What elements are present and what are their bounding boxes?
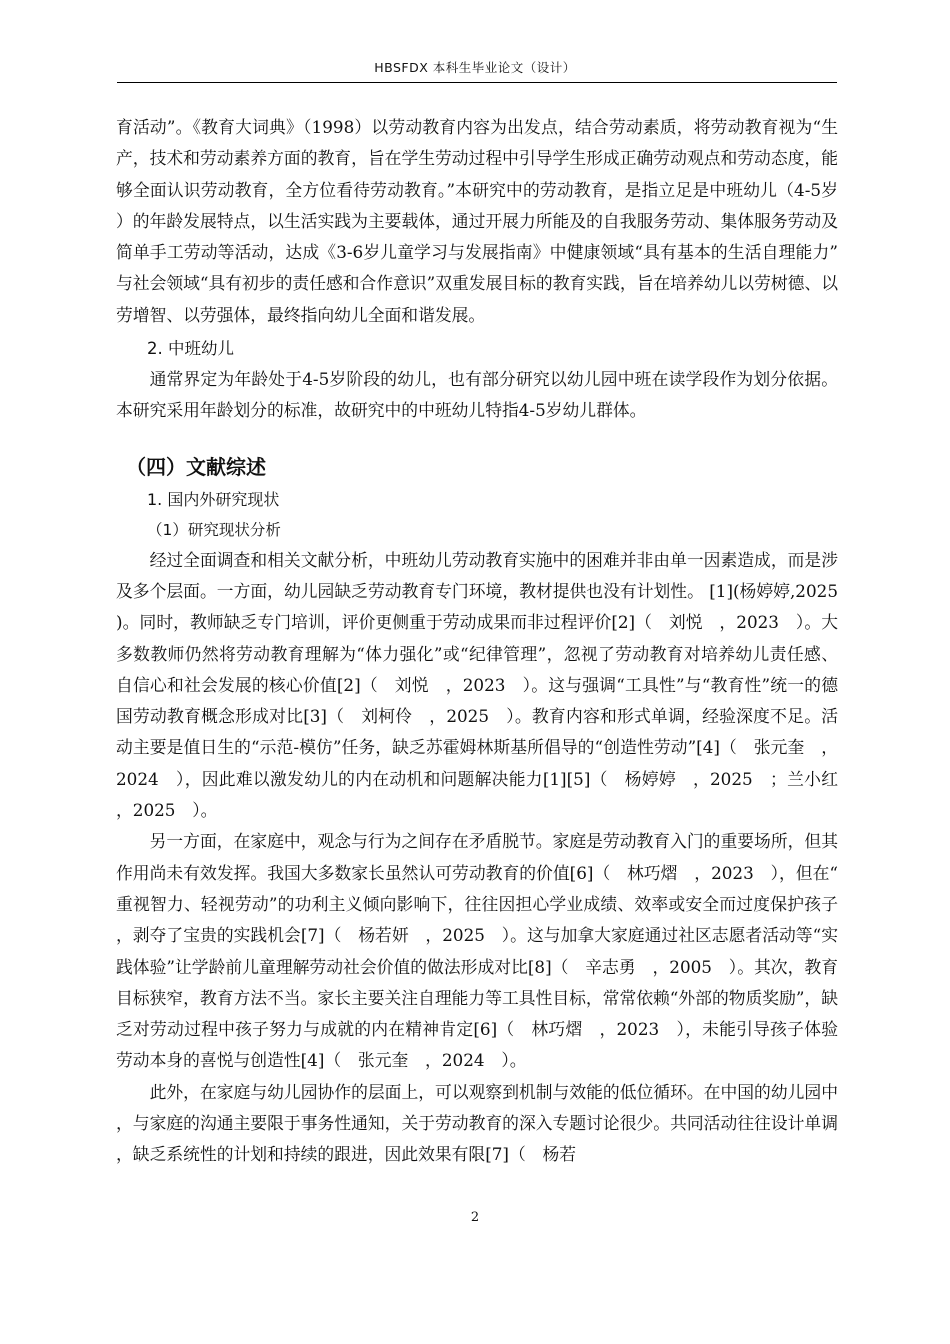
page-number: 2 bbox=[470, 1210, 480, 1225]
paragraph-home-school-collaboration: 此外，在家庭与幼儿园协作的层面上，可以观察到机制与效能的低位循环。在中国的幼儿园中，与家庭的沟通主要限于事务性通知，关于劳动教育的深入专题讨论很少。共同活动往往设计单调，缺乏系统性的计划和持续的跟进，因此效果有限[7]（ 杨若 bbox=[116, 1081, 838, 1165]
header-rule bbox=[117, 82, 837, 83]
subheading-zhongban: 2. 中班幼儿 bbox=[147, 339, 234, 359]
paragraph-zhongban-definition: 通常界定为年龄处于4-5岁阶段的幼儿，也有部分研究以幼儿园中班在读学段作为划分依据。本研究采用年龄划分的标准，故研究中的中班幼儿特指4-5岁幼儿群体。 bbox=[116, 369, 838, 421]
paragraph-definition-continued: 育活动”。《教育大词典》（1998）以劳动教育内容为出发点，结合劳动素质，将劳动教育视为“生产，技术和劳动素养方面的教育，旨在学生劳动过程中引导学生形成正确劳动观点和劳动态度，能够全面认识劳动教育，全方位看待劳动教育。”本研究中的劳动教育，是指立足是中班幼儿（4-5岁）的年龄发展特点，以生活实践为主要载体，通过开展力所能及的自我服务劳动、集体服务劳动及简单手工劳动等活动，达成《3-6岁儿童学习与发展指南》中健康领域“具有基本的生活自理能力”与社会领域“具有初步的责任感和合作意识”双重发展目标的教育实践，旨在培养幼儿以劳树德、以劳增智、以劳强体，最终指向幼儿全面和谐发展。 bbox=[116, 117, 838, 325]
subheading-research-status: 1. 国内外研究现状 bbox=[147, 489, 280, 509]
section-heading-literature-review: （四）文献综述 bbox=[126, 454, 266, 479]
paragraph-family-issues: 另一方面，在家庭中，观念与行为之间存在矛盾脱节。家庭是劳动教育入门的重要场所，但其作用尚未有效发挥。我国大多数家长虽然认可劳动教育的价值[6]（ 林巧熠 ，2023 ），但在“重视智力、轻视劳动”的功利主义倾向影响下，往往因担心学业成绩、效率或安全而过度保护孩子，剥夺了宝贵的实践机会[7]（ 杨若妍 ，2025 ）。这与加拿大家庭通过社区志愿者活动等“实践体验”让学龄前儿童理解劳动社会价值的做法形成对比[8]（ 辛志勇 ，2005 ）。其次，教育目标狭窄，教育方法不当。家长主要关注自理能力等工具性目标，常常依赖“外部的物质奖励”，缺乏对劳动过程中孩子努力与成就的内在精神肯定[6]（ 林巧熠 ，2023 ），未能引导孩子体验劳动本身的喜悦与创造性[4]（ 张元奎 ，2024 ）。 bbox=[116, 831, 838, 1071]
paragraph-kindergarten-issues: 经过全面调查和相关文献分析，中班幼儿劳动教育实施中的困难并非由单一因素造成，而是涉及多个层面。一方面，幼儿园缺乏劳动教育专门环境，教材提供也没有计划性。 [1](杨婷婷,2025 )。同时，教师缺乏专门培训，评价更侧重于劳动成果而非过程评价[2]（ 刘悦 ，2023 ）。大多数教师仍然将劳动教育理解为“体力强化”或“纪律管理”，忽视了劳动教育对培养幼儿责任感、自信心和社会发展的核心价值[2]（ 刘悦 ，2023 ）。这与强调“工具性”与“教育性”统一的德国劳动教育概念形成对比[3]（ 刘柯伶 ，2025 ）。教育内容和形式单调，经验深度不足。活动主要是值日生的“示范-模仿”任务，缺乏苏霍姆林斯基所倡导的“创造性劳动”[4]（ 张元奎 ，2024 ），因此难以激发幼儿的内在动机和问题解决能力[1][5]（ 杨婷婷 ，2025 ；兰小红 ，2025 ）。 bbox=[116, 549, 855, 821]
page-body bbox=[116, 112, 855, 1171]
subheading-status-analysis: （1）研究现状分析 bbox=[147, 520, 281, 539]
page-header: HBSFDX 本科生毕业论文（设计） bbox=[374, 60, 576, 75]
